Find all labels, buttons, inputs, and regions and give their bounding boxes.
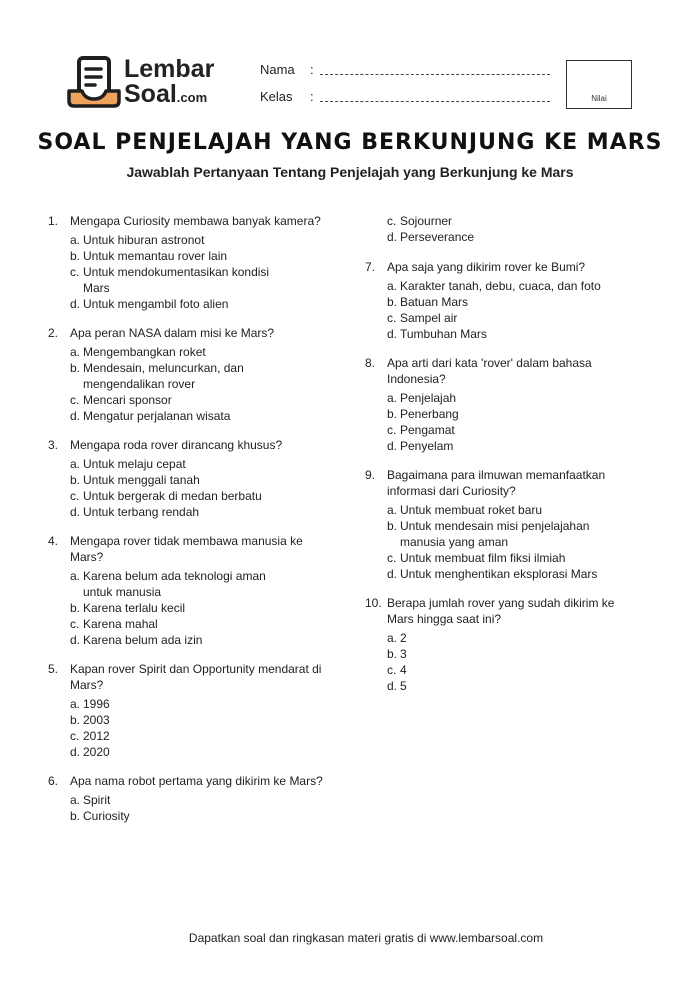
option-b: b. 2003 (70, 713, 110, 727)
question-text: Mengapa roda rover dirancang khusus? (70, 438, 283, 452)
option-c: c. Karena mahal (70, 617, 158, 631)
question-number: 4. (48, 534, 59, 548)
document-icon (66, 55, 122, 109)
option-c: c. Sojourner (387, 214, 453, 228)
option-c: c. Untuk mendokumentasikan kondisi Mars (70, 265, 270, 295)
option-d: d. 2020 (70, 745, 110, 759)
option-b: b. Penerbang (387, 407, 459, 421)
option-a: a. 2 (387, 631, 407, 645)
option-b: b. Mendesain, meluncurkan, dan mengendalikan rover (70, 361, 244, 391)
option-d: d. Untuk menghentikan eksplorasi Mars (387, 567, 598, 581)
option-c: c. Pengamat (387, 423, 455, 437)
question-number: 10. (365, 596, 382, 610)
option-b: b. Batuan Mars (387, 295, 469, 309)
question-7 (365, 259, 640, 342)
question-text: Kapan rover Spirit dan Opportunity mendarat di Mars? (70, 662, 322, 692)
question-text: Bagaimana para ilmuwan memanfaatkan informasi dari Curiosity? (387, 468, 606, 498)
kelas-colon: : (310, 89, 314, 104)
question-5 (48, 661, 323, 760)
question-number: 2. (48, 326, 59, 340)
option-a: a. Spirit (70, 793, 111, 807)
option-a: a. Mengembangkan roket (70, 345, 206, 359)
question-text: Mengapa Curiosity membawa banyak kamera? (70, 214, 321, 228)
option-d: d. Karena belum ada izin (70, 633, 203, 647)
question-number: 7. (365, 260, 376, 274)
question-text: Mengapa rover tidak membawa manusia ke Mars? (70, 534, 303, 564)
nilai-box[interactable] (566, 60, 632, 109)
option-a: a. Untuk hiburan astronot (70, 233, 205, 247)
question-text: Apa saja yang dikirim rover ke Bumi? (387, 260, 586, 274)
option-d: d. Perseverance (387, 230, 475, 244)
option-a: a. Penjelajah (387, 391, 457, 405)
logo-text (124, 57, 214, 110)
option-d: d. Tumbuhan Mars (387, 327, 487, 341)
option-b: b. Untuk memantau rover lain (70, 249, 228, 263)
kelas-label: Kelas (260, 89, 293, 104)
question-number: 3. (48, 438, 59, 452)
question-number: 1. (48, 214, 59, 228)
option-a: a. 1996 (70, 697, 110, 711)
logo (66, 55, 226, 111)
question-10 (365, 595, 640, 694)
question-1 (48, 213, 323, 312)
footer-text: Dapatkan soal dan ringkasan materi gratis di www.lembarsoal.com (188, 931, 544, 945)
question-text: Berapa jumlah rover yang sudah dikirim ke Mars hingga saat ini? (387, 596, 615, 626)
question-3 (48, 437, 323, 520)
option-b: b. Untuk menggali tanah (70, 473, 200, 487)
option-c: c. Untuk membuat film fiksi ilmiah (387, 551, 566, 565)
nilai-label: Nilai (591, 94, 607, 103)
kelas-field[interactable] (260, 89, 314, 104)
option-c: c. Untuk bergerak di medan berbatu (70, 489, 262, 503)
option-a: a. Untuk melaju cepat (70, 457, 186, 471)
question-4 (48, 533, 323, 648)
option-a: a. Karakter tanah, debu, cuaca, dan foto (387, 279, 601, 293)
option-d: d. Untuk mengambil foto alien (70, 297, 229, 311)
logo-line2: Soal.com (124, 80, 208, 108)
question-number: 6. (48, 774, 59, 788)
option-c: c. Mencari sponsor (70, 393, 172, 407)
question-number: 9. (365, 468, 376, 482)
question-text: Apa peran NASA dalam misi ke Mars? (70, 326, 275, 340)
option-d: d. 5 (387, 679, 407, 693)
option-b: b. Curiosity (70, 809, 130, 823)
option-c: c. 4 (387, 663, 407, 677)
option-b: b. Untuk mendesain misi penjelajahan manusia yang aman (387, 519, 590, 549)
logo-line1: Lembar (124, 55, 215, 83)
question-text: Apa arti dari kata 'rover' dalam bahasa Indonesia? (387, 356, 592, 386)
option-d: d. Penyelam (387, 439, 454, 453)
nama-colon: : (310, 62, 314, 77)
kelas-line[interactable] (320, 101, 550, 102)
nama-field[interactable] (260, 62, 314, 77)
question-2 (48, 325, 323, 424)
right-column (365, 213, 640, 707)
question-6-continued (365, 213, 640, 245)
question-8 (365, 355, 640, 454)
option-c: c. Sampel air (387, 311, 458, 325)
question-text: Apa nama robot pertama yang dikirim ke Mars? (70, 774, 323, 788)
question-6 (48, 773, 323, 824)
question-number: 5. (48, 662, 59, 676)
question-9 (365, 467, 640, 582)
page-subtitle: Jawablah Pertanyaan Tentang Penjelajah yang Berkunjung ke Mars (126, 164, 574, 180)
option-a: a. Untuk membuat roket baru (387, 503, 543, 517)
page-title: SOAL PENJELAJAH YANG BERKUNJUNG KE MARS (37, 130, 663, 155)
option-d: d. Untuk terbang rendah (70, 505, 200, 519)
option-b: b. Karena terlalu kecil (70, 601, 186, 615)
logo-suffix: .com (176, 90, 208, 105)
nama-label: Nama (260, 62, 295, 77)
option-b: b. 3 (387, 647, 407, 661)
left-column (48, 213, 323, 837)
option-a: a. Karena belum ada teknologi aman untuk manusia (70, 569, 266, 599)
question-number: 8. (365, 356, 376, 370)
option-d: d. Mengatur perjalanan wisata (70, 409, 231, 423)
option-c: c. 2012 (70, 729, 110, 743)
nama-line[interactable] (320, 74, 550, 75)
